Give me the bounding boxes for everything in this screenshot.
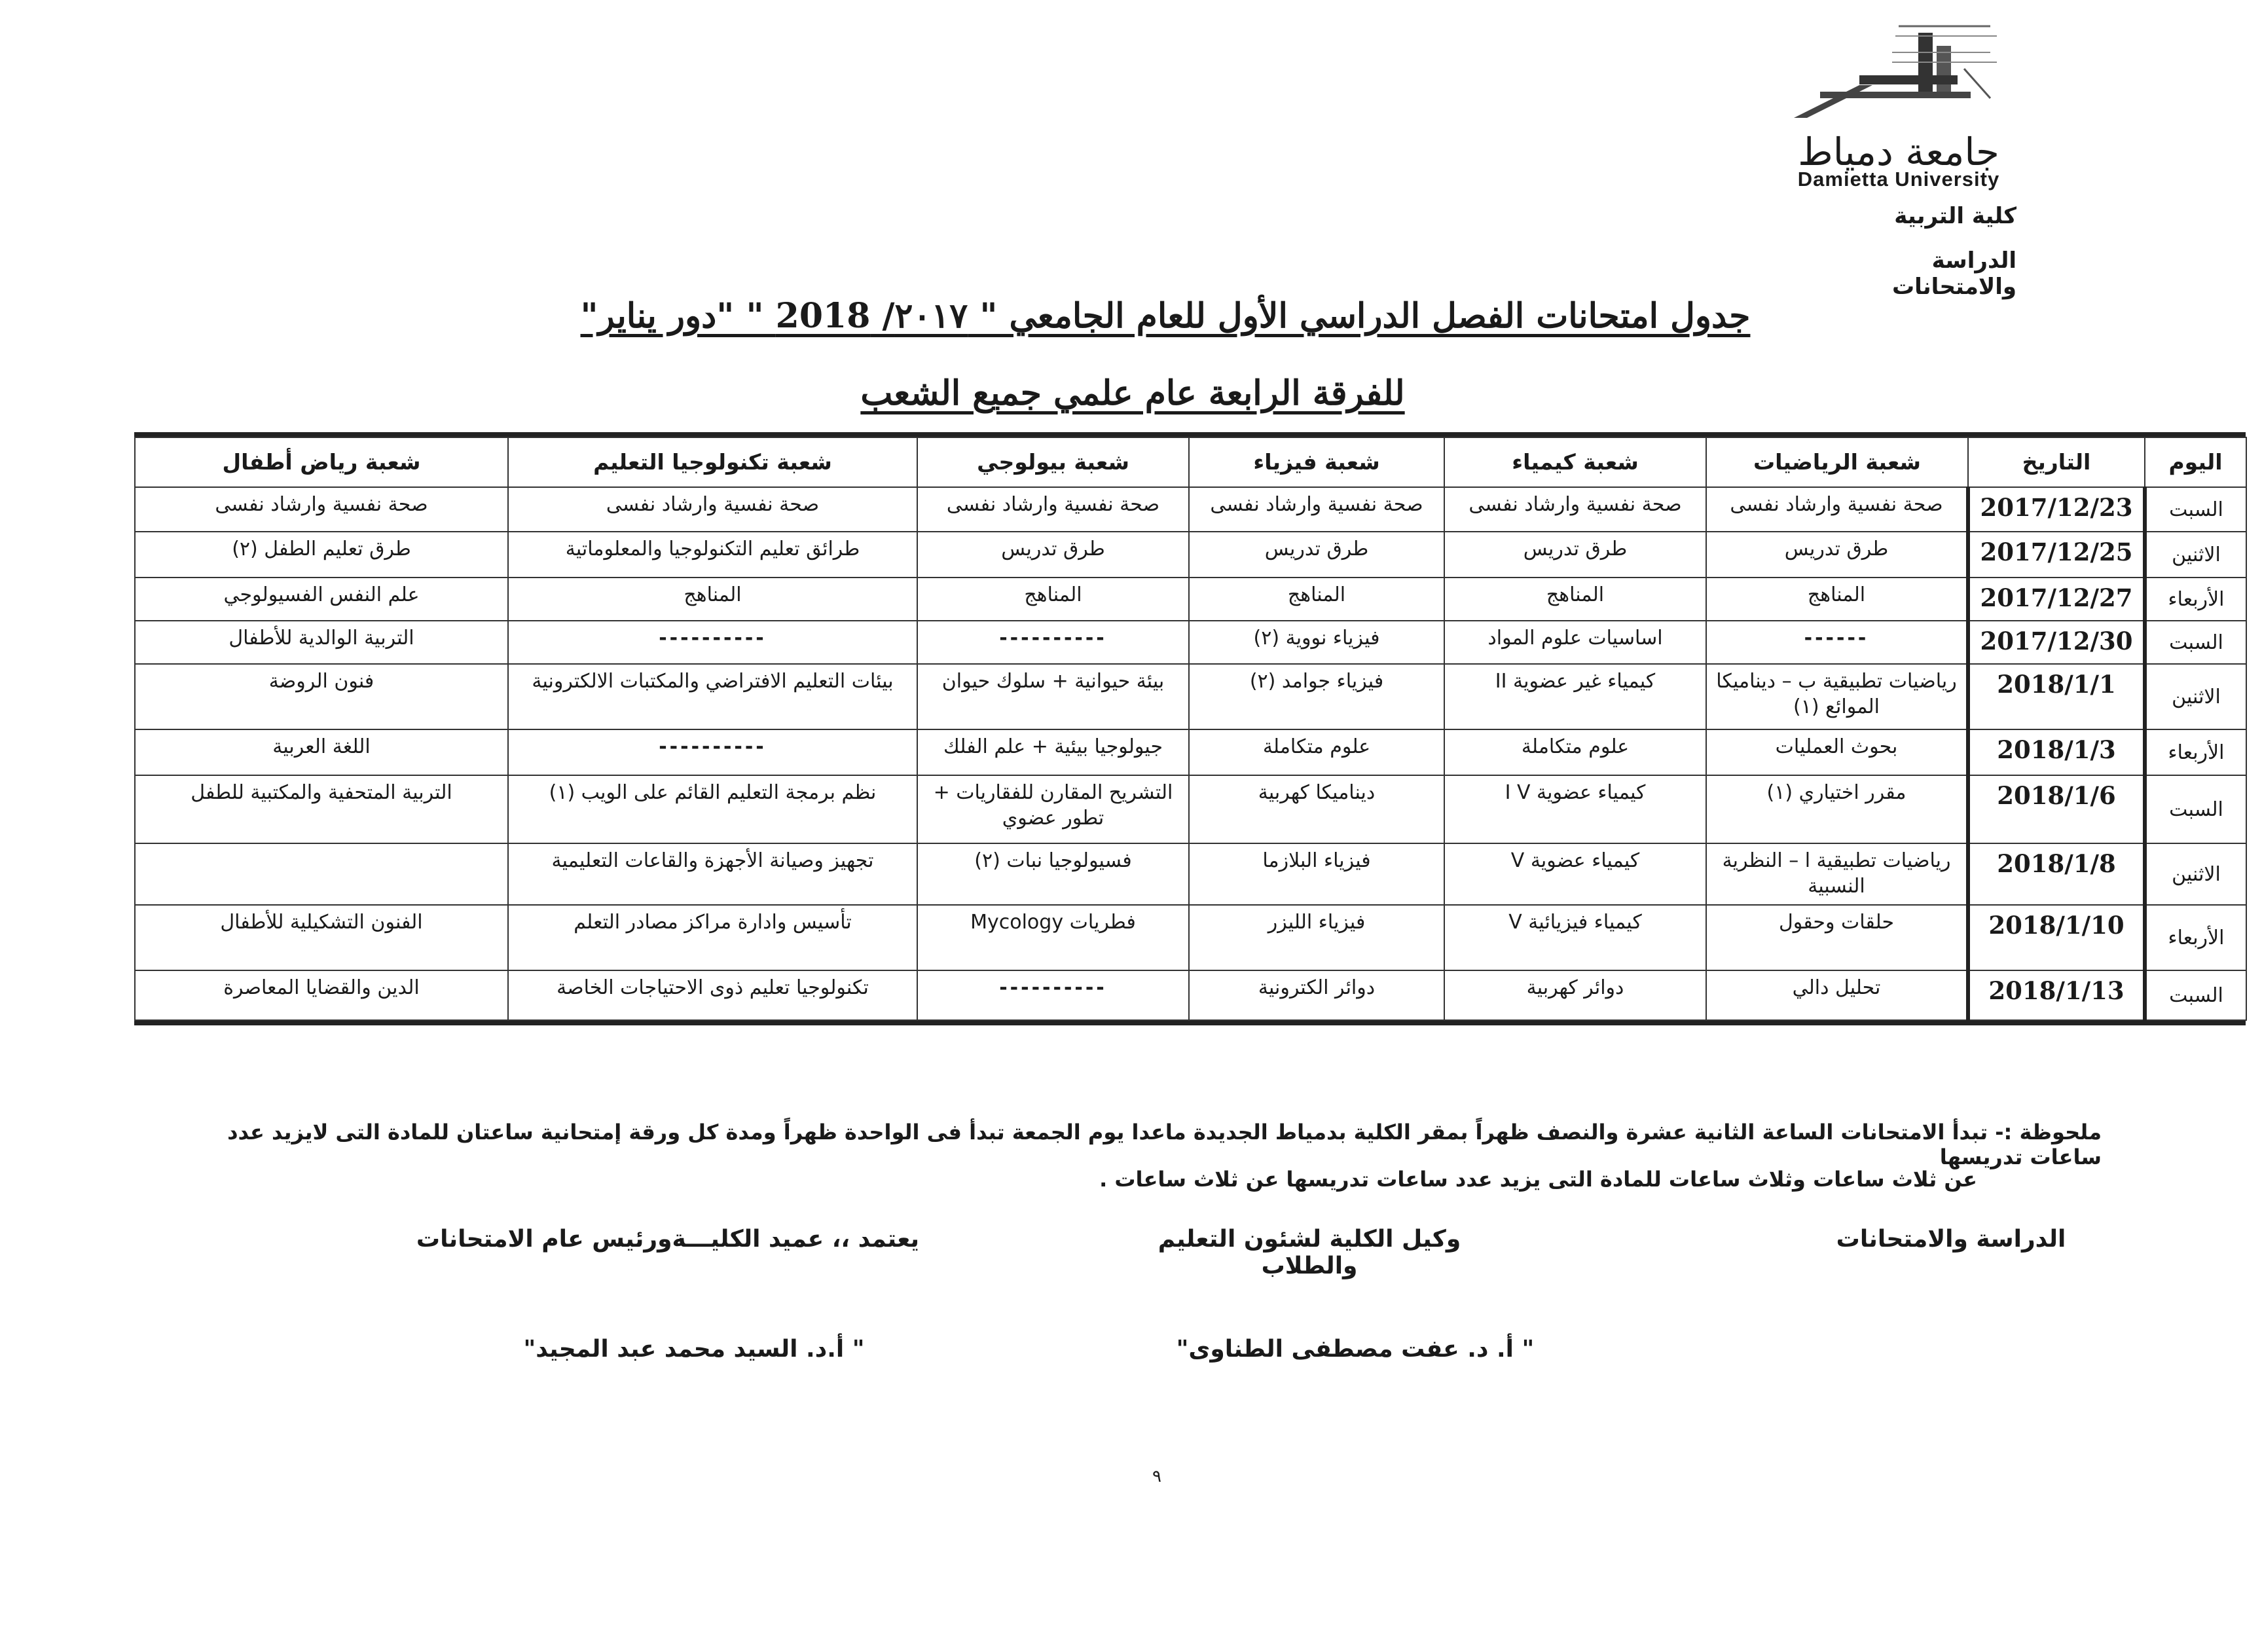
cell-edtech: صحة نفسية وارشاد نفسى [508, 487, 917, 532]
cell-biology: فسيولوجيا نبات (٢) [917, 843, 1189, 905]
header-biology: شعبة بيولوجي [917, 437, 1189, 487]
cell-date: 2018/1/6 [1968, 775, 2145, 843]
cell-day: الاثنين [2145, 532, 2246, 578]
cell-kindergarten: طرق تعليم الطفل (٢) [135, 532, 508, 578]
cell-edtech: ---------- [508, 621, 917, 664]
department-name: الدراسة والامتحانات [1891, 248, 2016, 300]
faculty-name: كلية التربية [1894, 203, 2016, 229]
cell-physics: علوم متكاملة [1189, 729, 1444, 775]
cell-edtech: ---------- [508, 729, 917, 775]
cell-edtech: تأسيس وادارة مراكز مصادر التعلم [508, 905, 917, 970]
table-row [135, 729, 2246, 775]
cell-physics: دوائر الكترونية [1189, 970, 1444, 1020]
cell-physics: ديناميكا كهربية [1189, 775, 1444, 843]
cell-biology: صحة نفسية وارشاد نفسى [917, 487, 1189, 532]
cell-edtech: نظم برمجة التعليم القائم على الويب (١) [508, 775, 917, 843]
cell-kindergarten [135, 843, 508, 905]
university-name-arabic: جامعة دمياط [1798, 130, 1999, 174]
cell-chemistry: المناهج [1444, 578, 1706, 621]
cell-physics: فيزياء جوامد (٢) [1189, 664, 1444, 729]
cell-date: 2017/12/23 [1968, 487, 2145, 532]
cell-physics: فيزياء نووية (٢) [1189, 621, 1444, 664]
cell-date: 2018/1/3 [1968, 729, 2145, 775]
cell-math: طرق تدريس [1706, 532, 1968, 578]
cell-chemistry: اساسيات علوم المواد [1444, 621, 1706, 664]
cell-biology: طرق تدريس [917, 532, 1189, 578]
dean-name: " أ.د. السيد محمد عبد المجيد" [523, 1336, 865, 1363]
cell-chemistry: طرق تدريس [1444, 532, 1706, 578]
cell-kindergarten: فنون الروضة [135, 664, 508, 729]
page-title: جدول امتحانات الفصل الدراسي الأول للعام الجامعي " ٢٠١٧/ 2018 " "دور يناير" [580, 296, 1751, 336]
cell-math: ------ [1706, 621, 1968, 664]
cell-biology: المناهج [917, 578, 1189, 621]
header-chemistry: شعبة كيمياء [1444, 437, 1706, 487]
university-name-english: Damietta University [1797, 168, 2000, 191]
cell-physics: المناهج [1189, 578, 1444, 621]
table-row [135, 578, 2246, 621]
university-logo-icon [1781, 13, 2003, 144]
cell-edtech: تجهيز وصيانة الأجهزة والقاعات التعليمية [508, 843, 917, 905]
cell-date: 2017/12/25 [1968, 532, 2145, 578]
cell-biology: ---------- [917, 621, 1189, 664]
cell-day: الأربعاء [2145, 578, 2246, 621]
cell-edtech: المناهج [508, 578, 917, 621]
cell-kindergarten: الدين والقضايا المعاصرة [135, 970, 508, 1020]
cell-kindergarten: علم النفس الفسيولوجي [135, 578, 508, 621]
page-subtitle: للفرقة الرابعة عام علمي جميع الشعب [860, 373, 1405, 413]
cell-math: بحوث العمليات [1706, 729, 1968, 775]
cell-chemistry: كيمياء عضوية I V [1444, 775, 1706, 843]
cell-physics: فيزياء البلازما [1189, 843, 1444, 905]
vice-dean-name: " أ. د. عفت مصطفى الطناوى" [1176, 1336, 1535, 1363]
cell-day: الاثنين [2145, 664, 2246, 729]
table-row [135, 664, 2246, 729]
cell-chemistry: علوم متكاملة [1444, 729, 1706, 775]
cell-edtech: بيئات التعليم الافتراضي والمكتبات الالكترونية [508, 664, 917, 729]
signature-dept: الدراسة والامتحانات [1836, 1226, 2066, 1253]
cell-date: 2017/12/27 [1968, 578, 2145, 621]
cell-kindergarten: التربية الوالدية للأطفال [135, 621, 508, 664]
cell-day: الأربعاء [2145, 729, 2246, 775]
cell-biology: جيولوجيا بيئية + علم الفلك [917, 729, 1189, 775]
cell-kindergarten: اللغة العربية [135, 729, 508, 775]
table-header-row [135, 437, 2246, 487]
cell-chemistry: كيمياء عضوية V [1444, 843, 1706, 905]
cell-physics: طرق تدريس [1189, 532, 1444, 578]
cell-biology: بيئة حيوانية + سلوك حيوان [917, 664, 1189, 729]
header-physics: شعبة فيزياء [1189, 437, 1444, 487]
cell-day: الأربعاء [2145, 905, 2246, 970]
cell-day: السبت [2145, 487, 2246, 532]
table-row [135, 487, 2246, 532]
cell-day: السبت [2145, 775, 2246, 843]
table-row [135, 905, 2246, 970]
cell-date: 2018/1/10 [1968, 905, 2145, 970]
cell-math: حلقات وحقول [1706, 905, 1968, 970]
cell-date: 2018/1/1 [1968, 664, 2145, 729]
header-math: شعبة الرياضيات [1706, 437, 1968, 487]
cell-math: المناهج [1706, 578, 1968, 621]
cell-math: تحليل دالي [1706, 970, 1968, 1020]
cell-biology: ---------- [917, 970, 1189, 1020]
cell-math: مقرر اختياري (١) [1706, 775, 1968, 843]
cell-chemistry: كيمياء فيزيائية V [1444, 905, 1706, 970]
cell-chemistry: دوائر كهربية [1444, 970, 1706, 1020]
cell-edtech: طرائق تعليم التكنولوجيا والمعلوماتية [508, 532, 917, 578]
cell-kindergarten: التربية المتحفية والمكتبية للطفل [135, 775, 508, 843]
cell-date: 2018/1/8 [1968, 843, 2145, 905]
table-row [135, 843, 2246, 905]
cell-math: صحة نفسية وارشاد نفسى [1706, 487, 1968, 532]
header-day: اليوم [2145, 437, 2246, 487]
cell-day: السبت [2145, 970, 2246, 1020]
cell-edtech: تكنولوجيا تعليم ذوى الاحتياجات الخاصة [508, 970, 917, 1020]
signature-dean: يعتمد ،، عميد الكليـــةورئيس عام الامتحانات [416, 1226, 920, 1253]
signature-vice-dean: وكيل الكلية لشئون التعليم والطلاب [1158, 1226, 1461, 1279]
cell-day: الاثنين [2145, 843, 2246, 905]
cell-day: السبت [2145, 621, 2246, 664]
cell-math: رياضيات تطبيقية ا – النظرية النسبية [1706, 843, 1968, 905]
cell-physics: صحة نفسية وارشاد نفسى [1189, 487, 1444, 532]
header-edtech: شعبة تكنولوجيا التعليم [508, 437, 917, 487]
cell-date: 2017/12/30 [1968, 621, 2145, 664]
cell-kindergarten: صحة نفسية وارشاد نفسى [135, 487, 508, 532]
cell-date: 2018/1/13 [1968, 970, 2145, 1020]
cell-chemistry: كيمياء غير عضوية II [1444, 664, 1706, 729]
cell-biology: التشريح المقارن للفقاريات + تطور عضوي [917, 775, 1189, 843]
cell-chemistry: صحة نفسية وارشاد نفسى [1444, 487, 1706, 532]
table-row [135, 775, 2246, 843]
exam-schedule-table [134, 432, 2246, 1025]
cell-biology: فطريات Mycology [917, 905, 1189, 970]
cell-kindergarten: الفنون التشكيلية للأطفال [135, 905, 508, 970]
cell-physics: فيزياء الليزر [1189, 905, 1444, 970]
header-date: التاريخ [1968, 437, 2145, 487]
table-row [135, 970, 2246, 1020]
table-row [135, 621, 2246, 664]
table-row [135, 532, 2246, 578]
header-kindergarten: شعبة رياض أطفال [135, 437, 508, 487]
note-line-1: ملحوظة :- تبدأ الامتحانات الساعة الثانية عشرة والنصف ظهراً بمقر الكلية بدمياط الجديدة ماعدا يوم الجمعة تبدأ فى الواحدة ظهراً ومدة كل ورقة إمتحانية ساعتان للمادة التى لايزيد عدد ساعات تدريسها [227, 1120, 2102, 1169]
cell-math: رياضيات تطبيقية ب – ديناميكا الموائع (١) [1706, 664, 1968, 729]
page-number: ٩ [1152, 1467, 1161, 1486]
note-line-2: عن ثلاث ساعات وثلاث ساعات للمادة التى يزيد عدد ساعات تدريسها عن ثلاث ساعات . [1099, 1167, 1977, 1192]
